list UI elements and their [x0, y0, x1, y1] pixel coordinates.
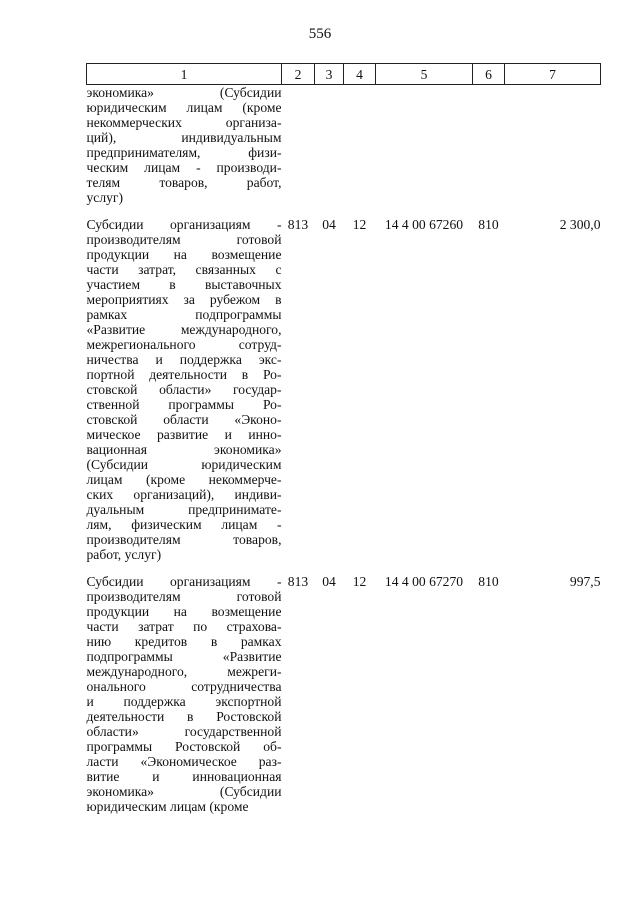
description-line: продукции на возмещение — [86, 247, 282, 262]
description-line: ческим лицам - производи- — [86, 160, 282, 175]
description-line: вационная экономика» — [86, 442, 282, 457]
description-line: Субсидии организациям - — [86, 574, 282, 589]
amount-cell: 2 300,0 — [559, 217, 601, 232]
description-line: мическое развитие и инно- — [86, 427, 282, 442]
section-code-cell: 04 — [322, 574, 336, 589]
description-line: ственной программы Ро- — [86, 397, 282, 412]
description-line: дуальным предпринимате- — [86, 502, 282, 517]
description-line: предпринимателям, физи- — [86, 145, 282, 160]
header-col-5: 5 — [376, 64, 473, 85]
target-article-cell: 14 4 00 67260 — [384, 217, 464, 232]
description-line: международного, межреги- — [86, 664, 282, 679]
ministry-code-cell: 813 — [287, 217, 309, 232]
description-line: (Субсидии юридическим — [86, 457, 282, 472]
description-line: рамках подпрограммы — [86, 307, 282, 322]
spacer-cell — [315, 205, 344, 217]
description-line: работ, услуг) — [86, 547, 162, 562]
description-line: юридическим лицам (кроме — [86, 799, 249, 814]
description-line: и поддержка экспортной — [86, 694, 282, 709]
description-line: экономика» (Субсидии — [86, 85, 282, 100]
spacer-cell — [505, 562, 601, 574]
spacer-cell — [473, 562, 505, 574]
description-line: программы Ростовской об- — [86, 739, 282, 754]
description-line: части затрат по страхова- — [86, 619, 282, 634]
amount-cell — [505, 85, 601, 206]
spacer-cell — [473, 205, 505, 217]
header-col-3: 3 — [315, 64, 344, 85]
description-line: мероприятиях за рубежом в — [86, 292, 282, 307]
description-line: онального сотрудничества — [86, 679, 282, 694]
spacer-cell — [376, 205, 473, 217]
description-line: ласти «Экономическое раз- — [86, 754, 282, 769]
description-line: части затрат, связанных с — [86, 262, 282, 277]
description-line: участием в выставочных — [86, 277, 282, 292]
amount-cell: 997,5 — [569, 574, 601, 589]
description-line: деятельности в Ростовской — [86, 709, 282, 724]
subsection-code-cell: 12 — [352, 217, 367, 232]
section-code-cell: 04 — [322, 217, 336, 232]
row-description — [87, 574, 282, 814]
description-line: юридическим лицам (кроме — [86, 100, 282, 115]
description-line: лям, физическим лицам - — [86, 517, 282, 532]
description-line: ций), индивидуальным — [86, 130, 282, 145]
description-line: ничества и поддержка экс- — [86, 352, 282, 367]
description-line: межрегионального сотруд- — [86, 337, 282, 352]
expense-type-cell: 810 — [478, 574, 499, 589]
row-description — [87, 217, 282, 562]
subsection-code-cell: 12 — [352, 574, 367, 589]
spacer-cell — [87, 205, 282, 217]
spacer-cell — [344, 562, 376, 574]
description-line: экономика» (Субсидии — [86, 784, 282, 799]
table-row — [87, 574, 601, 814]
subsection-code-cell — [344, 85, 376, 206]
description-line: стовской области» государ- — [86, 382, 282, 397]
expense-type-cell — [473, 85, 505, 206]
target-article-cell: 14 4 00 67270 — [384, 574, 464, 589]
spacer-cell — [282, 205, 315, 217]
description-line: некоммерческих организа- — [86, 115, 282, 130]
header-col-6: 6 — [473, 64, 505, 85]
section-code-cell — [315, 85, 344, 206]
description-line: стовской области «Эконо- — [86, 412, 282, 427]
description-line: Субсидии организациям - — [86, 217, 282, 232]
description-line: телям товаров, работ, — [86, 175, 282, 190]
description-line: нию кредитов в рамках — [86, 634, 282, 649]
description-line: «Развитие международного, — [86, 322, 282, 337]
row-description — [87, 85, 282, 206]
spacer-cell — [282, 562, 315, 574]
header-col-7: 7 — [505, 64, 601, 85]
description-line: ских организаций), индиви- — [86, 487, 282, 502]
spacer-cell — [344, 205, 376, 217]
description-line: области» государственной — [86, 724, 282, 739]
table-row — [87, 217, 601, 562]
description-line: производителям готовой — [86, 232, 282, 247]
row-spacer — [87, 562, 601, 574]
spacer-cell — [376, 562, 473, 574]
spacer-cell — [505, 205, 601, 217]
target-article-cell — [376, 85, 473, 206]
description-line: подпрограммы «Развитие — [86, 649, 282, 664]
description-line: производителям готовой — [86, 589, 282, 604]
ministry-code-cell — [282, 85, 315, 206]
spacer-cell — [87, 562, 282, 574]
description-line: витие и инновационная — [86, 769, 282, 784]
expense-type-cell: 810 — [478, 217, 499, 232]
budget-table — [86, 63, 601, 814]
spacer-cell — [315, 562, 344, 574]
row-spacer — [87, 205, 601, 217]
description-line: лицам (кроме некоммерче- — [86, 472, 282, 487]
ministry-code-cell: 813 — [287, 574, 309, 589]
description-line: портной деятельности в Ро- — [86, 367, 282, 382]
header-col-1: 1 — [87, 64, 282, 85]
header-row — [87, 64, 601, 85]
page-number: 556 — [308, 26, 332, 42]
header-col-4: 4 — [344, 64, 376, 85]
description-line: продукции на возмещение — [86, 604, 282, 619]
table-row — [87, 85, 601, 206]
description-line: услуг) — [86, 190, 124, 205]
header-col-2: 2 — [282, 64, 315, 85]
description-line: производителям товаров, — [86, 532, 282, 547]
